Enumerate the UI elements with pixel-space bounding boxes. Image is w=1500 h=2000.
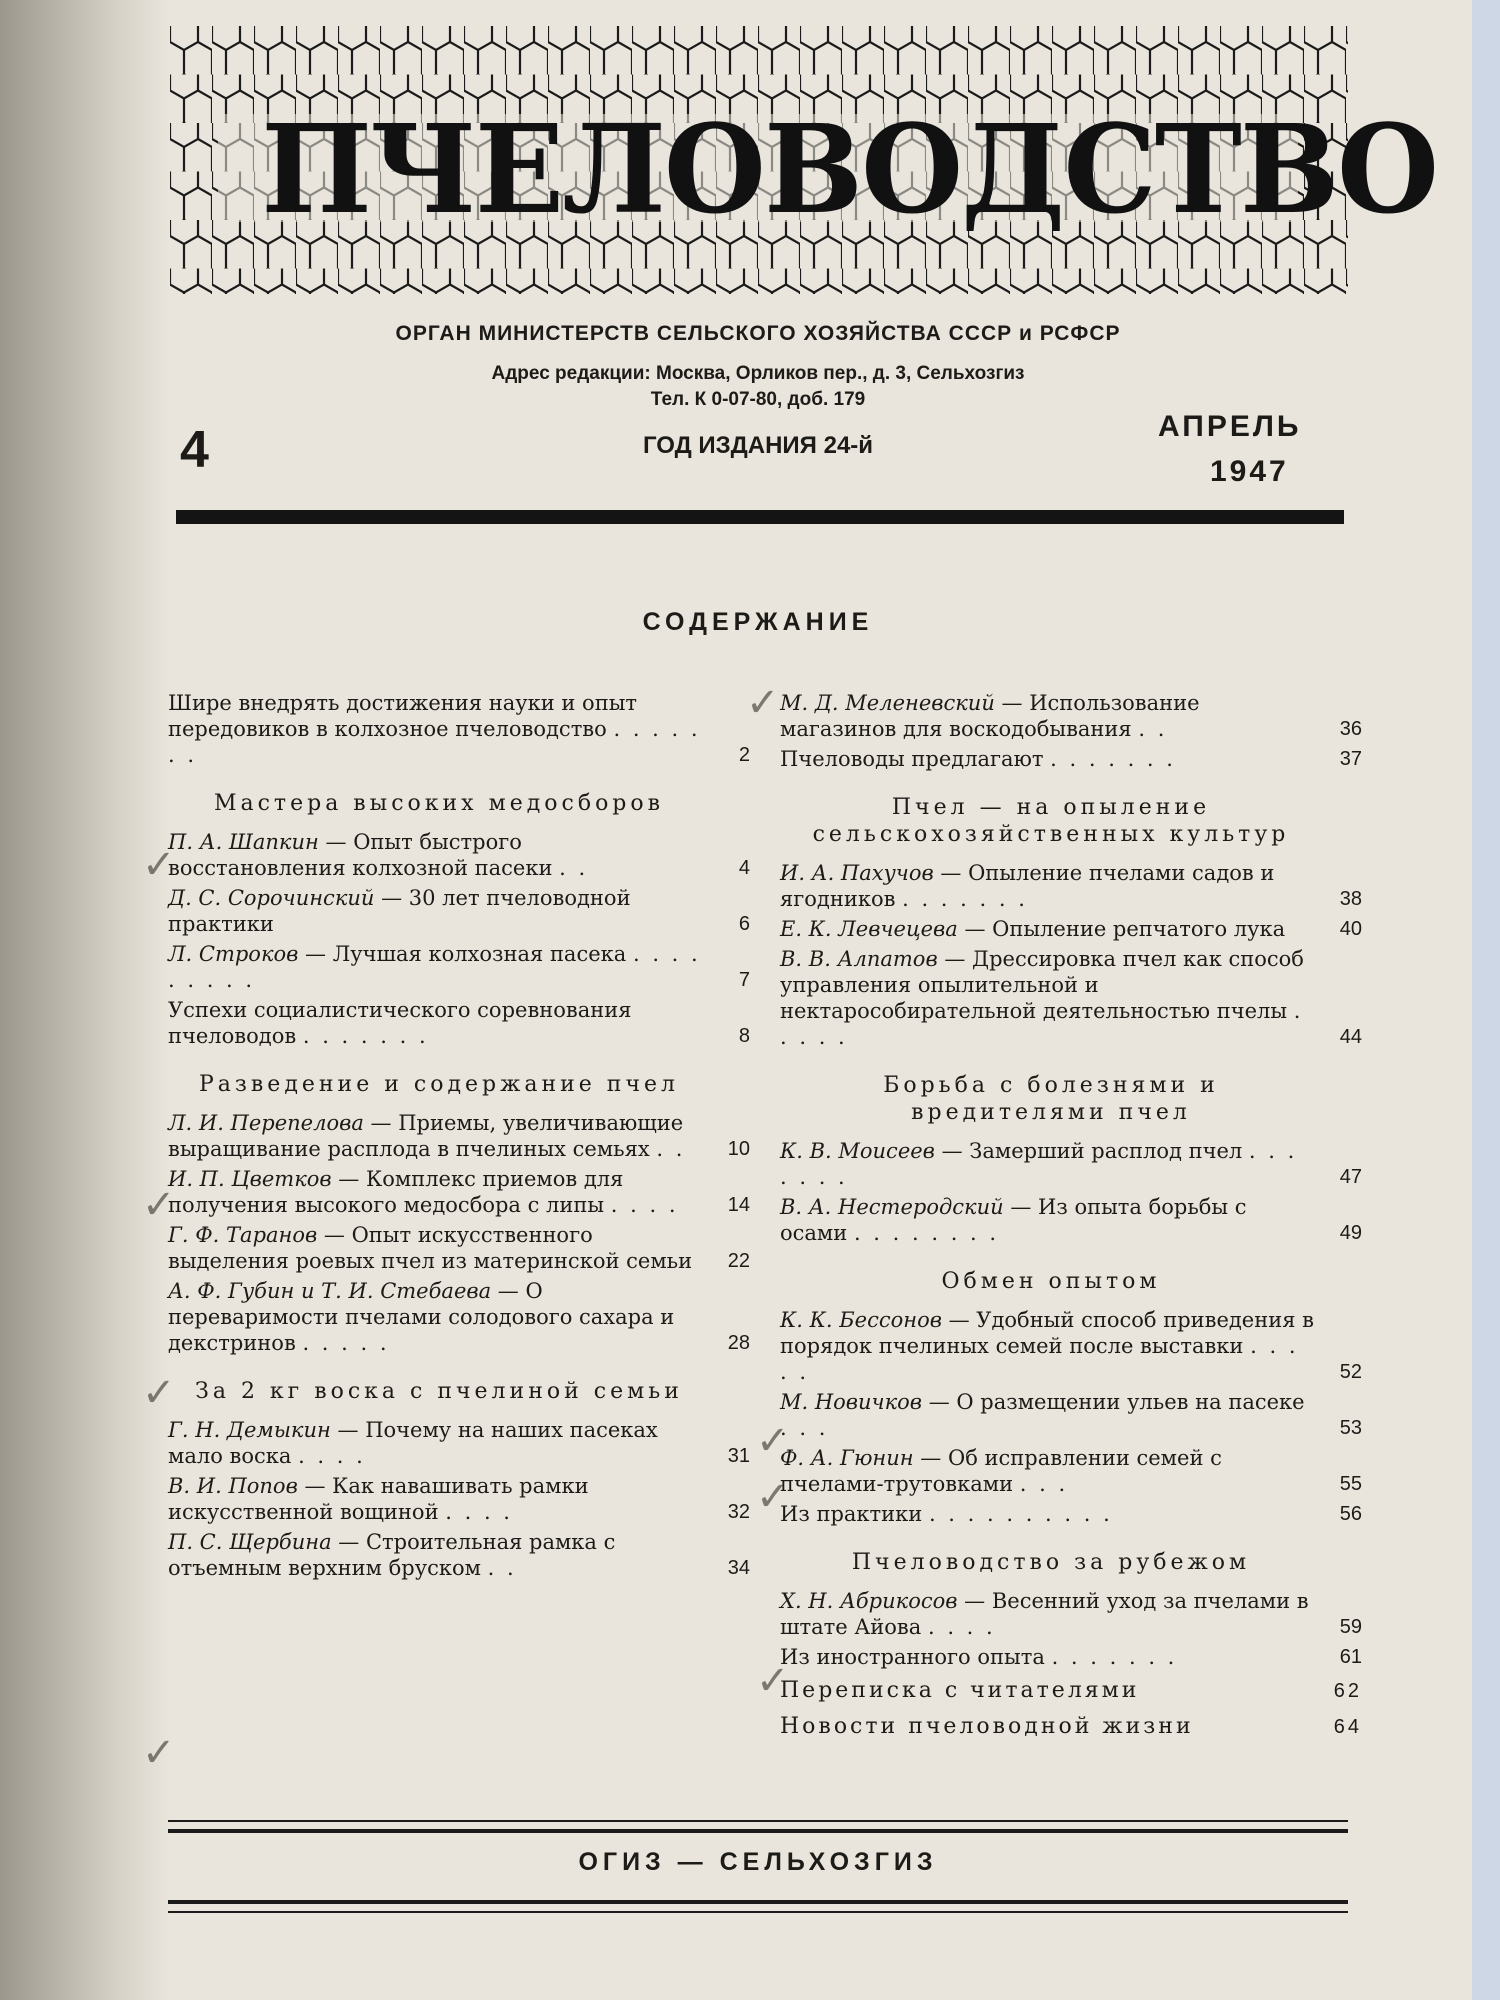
toc-page: 38 bbox=[1339, 888, 1362, 910]
toc-title: 30 лет пчеловодной практики bbox=[168, 886, 631, 936]
year-of-publication: ГОД ИЗДАНИЯ 24-й bbox=[642, 432, 874, 459]
toc-page: 36 bbox=[1339, 718, 1362, 740]
toc-entry: Из практики . . . . . . . . . . 56 bbox=[780, 1502, 1362, 1526]
toc-page: 7 bbox=[738, 969, 750, 991]
contents-heading: СОДЕРЖАНИЕ bbox=[642, 608, 874, 636]
toc-author: Ф. А. Гюнин bbox=[780, 1446, 914, 1470]
journal-title: ПЧЕЛОВОДСТВО bbox=[261, 97, 1438, 241]
toc-page: 62 bbox=[1333, 1680, 1362, 1702]
toc-entry: К. К. Бессонов — Удобный способ приведения в порядок пчелиных семей после выставки . . . . . 52 bbox=[780, 1308, 1362, 1384]
section-heading: Борьба с болезнями и вредителями пчел bbox=[883, 1073, 1219, 1125]
toc-entry: Е. К. Левчецева — Опыление репчатого лука 40 bbox=[780, 917, 1362, 941]
toc-title: Как навашивать рамки искусственной вощиной bbox=[168, 1474, 589, 1524]
editorial-phone: Тел. К 0-07-80, доб. 179 bbox=[650, 389, 866, 410]
toc-title: Новости пчеловодной жизни bbox=[780, 1714, 1194, 1739]
toc-page: 61 bbox=[1339, 1646, 1362, 1668]
toc-page: 28 bbox=[727, 1332, 750, 1354]
toc-page: 44 bbox=[1339, 1026, 1362, 1048]
pencil-check-icon: ✓ bbox=[142, 842, 176, 888]
pencil-check-icon: ✓ bbox=[142, 1370, 176, 1416]
toc-page: 10 bbox=[727, 1138, 750, 1160]
issue-month: АПРЕЛЬ bbox=[1158, 410, 1302, 443]
toc-title: Лучшая колхозная пасека bbox=[332, 942, 627, 966]
toc-author: Д. С. Сорочинский bbox=[168, 886, 375, 910]
toc-entry: Г. Ф. Таранов — Опыт искусственного выделения роевых пчел из материнской семьи 22 bbox=[168, 1223, 750, 1273]
toc-page: 47 bbox=[1339, 1166, 1362, 1188]
notebook-edge bbox=[1472, 0, 1500, 2000]
toc-title: Опыление репчатого лука bbox=[992, 917, 1286, 941]
toc-author: К. В. Моисеев bbox=[780, 1139, 935, 1163]
toc-page: 37 bbox=[1339, 748, 1362, 770]
publisher-name: ОГИЗ — СЕЛЬХОЗГИЗ bbox=[578, 1848, 938, 1876]
toc-author: Г. Ф. Таранов bbox=[168, 1223, 318, 1247]
toc-title: О размещении ульев на пасеке bbox=[956, 1390, 1305, 1414]
contents-left-column bbox=[168, 690, 750, 1585]
toc-author: В. В. Алпатов bbox=[780, 947, 938, 971]
toc-author: Л. Строков bbox=[168, 942, 299, 966]
toc-entry: П. А. Шапкин — Опыт быстрого восстановления колхозной пасеки . . 4 bbox=[168, 830, 750, 880]
toc-title: Весенний уход за пчелами в штате Айова bbox=[780, 1589, 1309, 1639]
toc-entry: И. А. Пахучов — Опыление пчелами садов и ягодников . . . . . . . 38 bbox=[780, 861, 1362, 911]
toc-page: 49 bbox=[1339, 1222, 1362, 1244]
pencil-check-icon: ✓ bbox=[756, 1658, 790, 1704]
toc-title: Комплекс приемов для получения высокого медосбора с липы bbox=[168, 1167, 624, 1217]
toc-entry: М. Новичков — О размещении ульев на пасеке . . . 53 bbox=[780, 1390, 1362, 1440]
toc-entry: Пчеловоды предлагают . . . . . . . 37 bbox=[780, 747, 1362, 771]
toc-title: Строительная рамка с отъемным верхним бруском bbox=[168, 1530, 616, 1580]
organ-line: ОРГАН МИНИСТЕРСТВ СЕЛЬСКОГО ХОЗЯЙСТВА СССР и РСФСР bbox=[395, 322, 1121, 345]
toc-title: Из иностранного опыта bbox=[780, 1645, 1045, 1669]
toc-author: Л. И. Перепелова bbox=[168, 1111, 364, 1135]
toc-author: П. А. Шапкин bbox=[168, 830, 319, 854]
toc-entry: В. А. Нестеродский — Из опыта борьбы с осами . . . . . . . . 49 bbox=[780, 1195, 1362, 1245]
toc-page: 56 bbox=[1339, 1503, 1362, 1525]
toc-entry: Л. Строков — Лучшая колхозная пасека . . . . . . . . . 7 bbox=[168, 942, 750, 992]
header-rule bbox=[176, 510, 1344, 524]
toc-title: Почему на наших пасеках мало воска bbox=[168, 1418, 658, 1468]
toc-author: П. С. Щербина bbox=[168, 1530, 332, 1554]
toc-title: Использование магазинов для воскодобывания bbox=[780, 691, 1200, 741]
editorial-address: Адрес редакции: Москва, Орликов пер., д. 3, Сельхозгиз bbox=[491, 363, 1025, 384]
toc-page: 2 bbox=[738, 744, 750, 766]
toc-entry: Ф. А. Гюнин — Об исправлении семей с пчелами-трутовками . . . 55 bbox=[780, 1446, 1362, 1496]
toc-title: Приемы, увеличивающие выращивание расплода в пчелиных семьях bbox=[168, 1111, 684, 1161]
toc-author: К. К. Бессонов bbox=[780, 1308, 942, 1332]
toc-entry: Успехи социалистического соревнования пчеловодов . . . . . . . 8 bbox=[168, 998, 750, 1048]
toc-page: 4 bbox=[738, 857, 750, 879]
toc-page: 59 bbox=[1339, 1616, 1362, 1638]
toc-author: И. А. Пахучов bbox=[780, 861, 934, 885]
pencil-check-icon: ✓ bbox=[142, 1730, 176, 1776]
toc-page: 14 bbox=[727, 1194, 750, 1216]
pencil-check-icon: ✓ bbox=[756, 1474, 790, 1520]
toc-entry: Л. И. Перепелова — Приемы, увеличивающие выращивание расплода в пчелиных семьях . . 10 bbox=[168, 1111, 750, 1161]
toc-author: В. А. Нестеродский bbox=[780, 1195, 1004, 1219]
toc-entry: Г. Н. Демыкин — Почему на наших пасеках мало воска . . . . 31 bbox=[168, 1418, 750, 1468]
toc-entry: А. Ф. Губин и Т. И. Стебаева — О переваримости пчелами солодового сахара и декстринов . . . . . 28 bbox=[168, 1279, 750, 1355]
toc-title: Из опыта борьбы с осами bbox=[780, 1195, 1247, 1245]
toc-page: 8 bbox=[738, 1025, 750, 1047]
footer-rule bbox=[168, 1900, 1348, 1904]
footer-rule bbox=[168, 1829, 1348, 1833]
section-heading: Обмен опытом bbox=[941, 1269, 1161, 1294]
toc-entry: В. В. Алпатов — Дрессировка пчел как способ управления опылительной и нектарособирательной деятельностью пчелы . . . . . 44 bbox=[780, 947, 1362, 1049]
journal-page bbox=[142, 0, 1438, 2000]
toc-page: 55 bbox=[1339, 1473, 1362, 1495]
toc-page: 34 bbox=[727, 1557, 750, 1579]
toc-entry bbox=[780, 1712, 1362, 1742]
toc-author: В. И. Попов bbox=[168, 1474, 298, 1498]
toc-entry: П. С. Щербина — Строительная рамка с отъемным верхним бруском . . 34 bbox=[168, 1530, 750, 1580]
toc-author: Г. Н. Демыкин bbox=[168, 1418, 331, 1442]
toc-title: Пчеловоды предлагают bbox=[780, 747, 1044, 771]
toc-author: И. П. Цветков bbox=[168, 1167, 332, 1191]
toc-title: Успехи социалистического соревнования пчеловодов bbox=[168, 998, 632, 1048]
toc-author: Х. Н. Абрикосов bbox=[780, 1589, 958, 1613]
toc-author: М. Д. Меленевский bbox=[780, 691, 995, 715]
footer-rule bbox=[168, 1911, 1348, 1913]
toc-title: Об исправлении семей с пчелами-трутовками bbox=[780, 1446, 1222, 1496]
contents-right-column bbox=[780, 690, 1362, 1742]
footer-rule bbox=[168, 1820, 1348, 1822]
toc-author: М. Новичков bbox=[780, 1390, 923, 1414]
toc-page: 6 bbox=[738, 913, 750, 935]
issue-number: 4 bbox=[180, 421, 209, 479]
toc-entry: М. Д. Меленевский — Использование магазинов для воскодобывания . . 36 bbox=[780, 691, 1362, 741]
toc-entry bbox=[780, 1676, 1362, 1706]
toc-author: А. Ф. Губин и Т. И. Стебаева bbox=[168, 1279, 492, 1303]
toc-title: Опыт искусственного выделения роевых пчел из материнской семьи bbox=[168, 1223, 693, 1273]
toc-page: 53 bbox=[1339, 1417, 1362, 1439]
section-heading: Пчел — на опыление сельскохозяйственных культур bbox=[812, 795, 1290, 847]
toc-page: 32 bbox=[727, 1501, 750, 1523]
toc-page: 22 bbox=[727, 1250, 750, 1272]
toc-entry: Шире внедрять достижения науки и опыт передовиков в колхозное пчеловодство . . . . . . . 2 bbox=[168, 691, 750, 767]
toc-author: Е. К. Левчецева bbox=[780, 917, 958, 941]
toc-entry: К. В. Моисеев — Замерший расплод пчел . . . . . . . 47 bbox=[780, 1139, 1362, 1189]
toc-entry: В. И. Попов — Как навашивать рамки искусственной вощиной . . . . 32 bbox=[168, 1474, 750, 1524]
section-heading: Пчеловодство за рубежом bbox=[851, 1550, 1251, 1575]
section-heading: Разведение и содержание пчел bbox=[199, 1072, 679, 1097]
toc-title: Дрессировка пчел как способ управления опылительной и нектарособирательной деятельностью пчелы bbox=[780, 947, 1304, 1023]
toc-page: 52 bbox=[1339, 1361, 1362, 1383]
toc-title: Замерший расплод пчел bbox=[969, 1139, 1243, 1163]
toc-title: Шире внедрять достижения науки и опыт передовиков в колхозное пчеловодство bbox=[168, 691, 638, 741]
issue-year: 1947 bbox=[1210, 455, 1289, 488]
toc-page: 64 bbox=[1333, 1716, 1362, 1738]
toc-title: Удобный способ приведения в порядок пчелиных семей после выставки bbox=[780, 1308, 1314, 1358]
toc-title: Опыление пчелами садов и ягодников bbox=[780, 861, 1275, 911]
toc-entry: Д. С. Сорочинский — 30 лет пчеловодной практики 6 bbox=[168, 886, 750, 936]
toc-entry: И. П. Цветков — Комплекс приемов для получения высокого медосбора с липы . . . . 14 bbox=[168, 1167, 750, 1217]
pencil-check-icon: ✓ bbox=[746, 680, 780, 726]
masthead bbox=[170, 26, 1438, 294]
toc-page: 40 bbox=[1339, 918, 1362, 940]
section-heading: Мастера высоких медосборов bbox=[213, 791, 665, 816]
toc-title: Переписка с читателями bbox=[780, 1678, 1140, 1703]
toc-title: О переваримости пчелами солодового сахара и декстринов bbox=[168, 1279, 675, 1355]
section-heading: За 2 кг воска с пчелиной семьи bbox=[195, 1379, 683, 1404]
toc-page: 31 bbox=[727, 1445, 750, 1467]
toc-title: Опыт быстрого восстановления колхозной пасеки bbox=[168, 830, 553, 880]
toc-entry: Из иностранного опыта . . . . . . . 61 bbox=[780, 1645, 1362, 1669]
pencil-check-icon: ✓ bbox=[142, 1182, 176, 1228]
page-gutter-shadow bbox=[0, 0, 170, 2000]
pencil-check-icon: ✓ bbox=[756, 1418, 790, 1464]
toc-entry: Х. Н. Абрикосов — Весенний уход за пчелами в штате Айова . . . . 59 bbox=[780, 1589, 1362, 1639]
toc-title: Из практики bbox=[780, 1502, 923, 1526]
